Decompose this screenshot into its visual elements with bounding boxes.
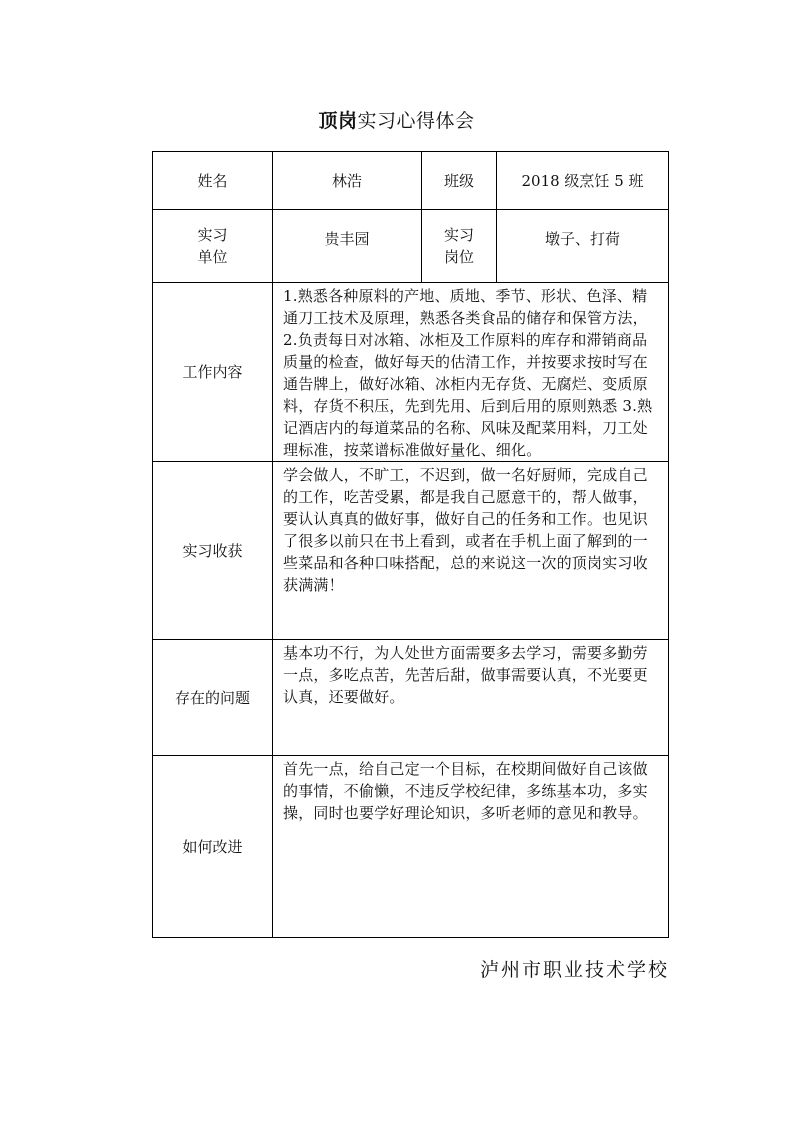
gain-label: 实习收获 (153, 462, 273, 640)
name-value: 林浩 (273, 152, 422, 210)
problem-label: 存在的问题 (153, 640, 273, 756)
work-label: 工作内容 (153, 283, 273, 462)
row-improve (153, 756, 669, 938)
post-value: 墩子、打荷 (497, 210, 669, 283)
row-problem (153, 640, 669, 756)
gain-content: 学会做人，不旷工，不迟到，做一名好厨师，完成自己的工作，吃苦受累，都是我自己愿意干的，帮人做事，要认认真真的做好事，做好自己的任务和工作。也见识了很多以前只在书上看到，或者在手机上面了解到的一些菜品和各种口味搭配，总的来说这一次的顶岗实习收获满满！ (273, 462, 669, 640)
post-label (422, 210, 497, 283)
class-label: 班级 (422, 152, 497, 210)
improve-content: 首先一点，给自己定一个目标，在校期间做好自己该做的事情，不偷懒，不违反学校纪律，多练基本功，多实操，同时也要学好理论知识，多听老师的意见和教导。 (273, 756, 669, 938)
unit-label-line2: 单位 (197, 248, 228, 266)
class-value: 2018 级烹饪 5 班 (497, 152, 669, 210)
page-title (0, 106, 793, 133)
internship-form-table (152, 151, 669, 938)
name-label: 姓名 (153, 152, 273, 210)
unit-value: 贵丰园 (273, 210, 422, 283)
work-content: 1.熟悉各种原料的产地、质地、季节、形状、色泽、精通刀工技术及原理，熟悉各类食品的储存和保管方法，2.负责每日对冰箱、冰柜及工作原料的库存和滞销商品质量的检查，做好每天的估清工作，并按要求按时写在通告牌上，做好冰箱、冰柜内无存货、无腐烂、变质原料，存货不积压，先到先用、后到后用的原则熟悉 3.熟记酒店内的每道菜品的名称、风味及配菜用料，刀工处理标准，按菜谱标准做好量化、细化。 (273, 283, 669, 462)
row-unit-post (153, 210, 669, 283)
post-label-line1: 实习 (443, 226, 474, 244)
unit-label (153, 210, 273, 283)
post-label-line2: 岗位 (443, 248, 474, 266)
title-bold-part: 顶岗 (318, 110, 358, 132)
unit-label-line1: 实习 (197, 226, 228, 244)
school-name: 泸州市职业技术学校 (480, 959, 670, 981)
row-gain (153, 462, 669, 640)
improve-label: 如何改进 (153, 756, 273, 938)
row-name-class (153, 152, 669, 210)
problem-content: 基本功不行，为人处世方面需要多去学习，需要多勤劳一点，多吃点苦，先苦后甜，做事需要认真，不光要更认真，还要做好。 (273, 640, 669, 756)
title-rest: 实习心得体会 (357, 110, 475, 132)
row-work-content (153, 283, 669, 462)
